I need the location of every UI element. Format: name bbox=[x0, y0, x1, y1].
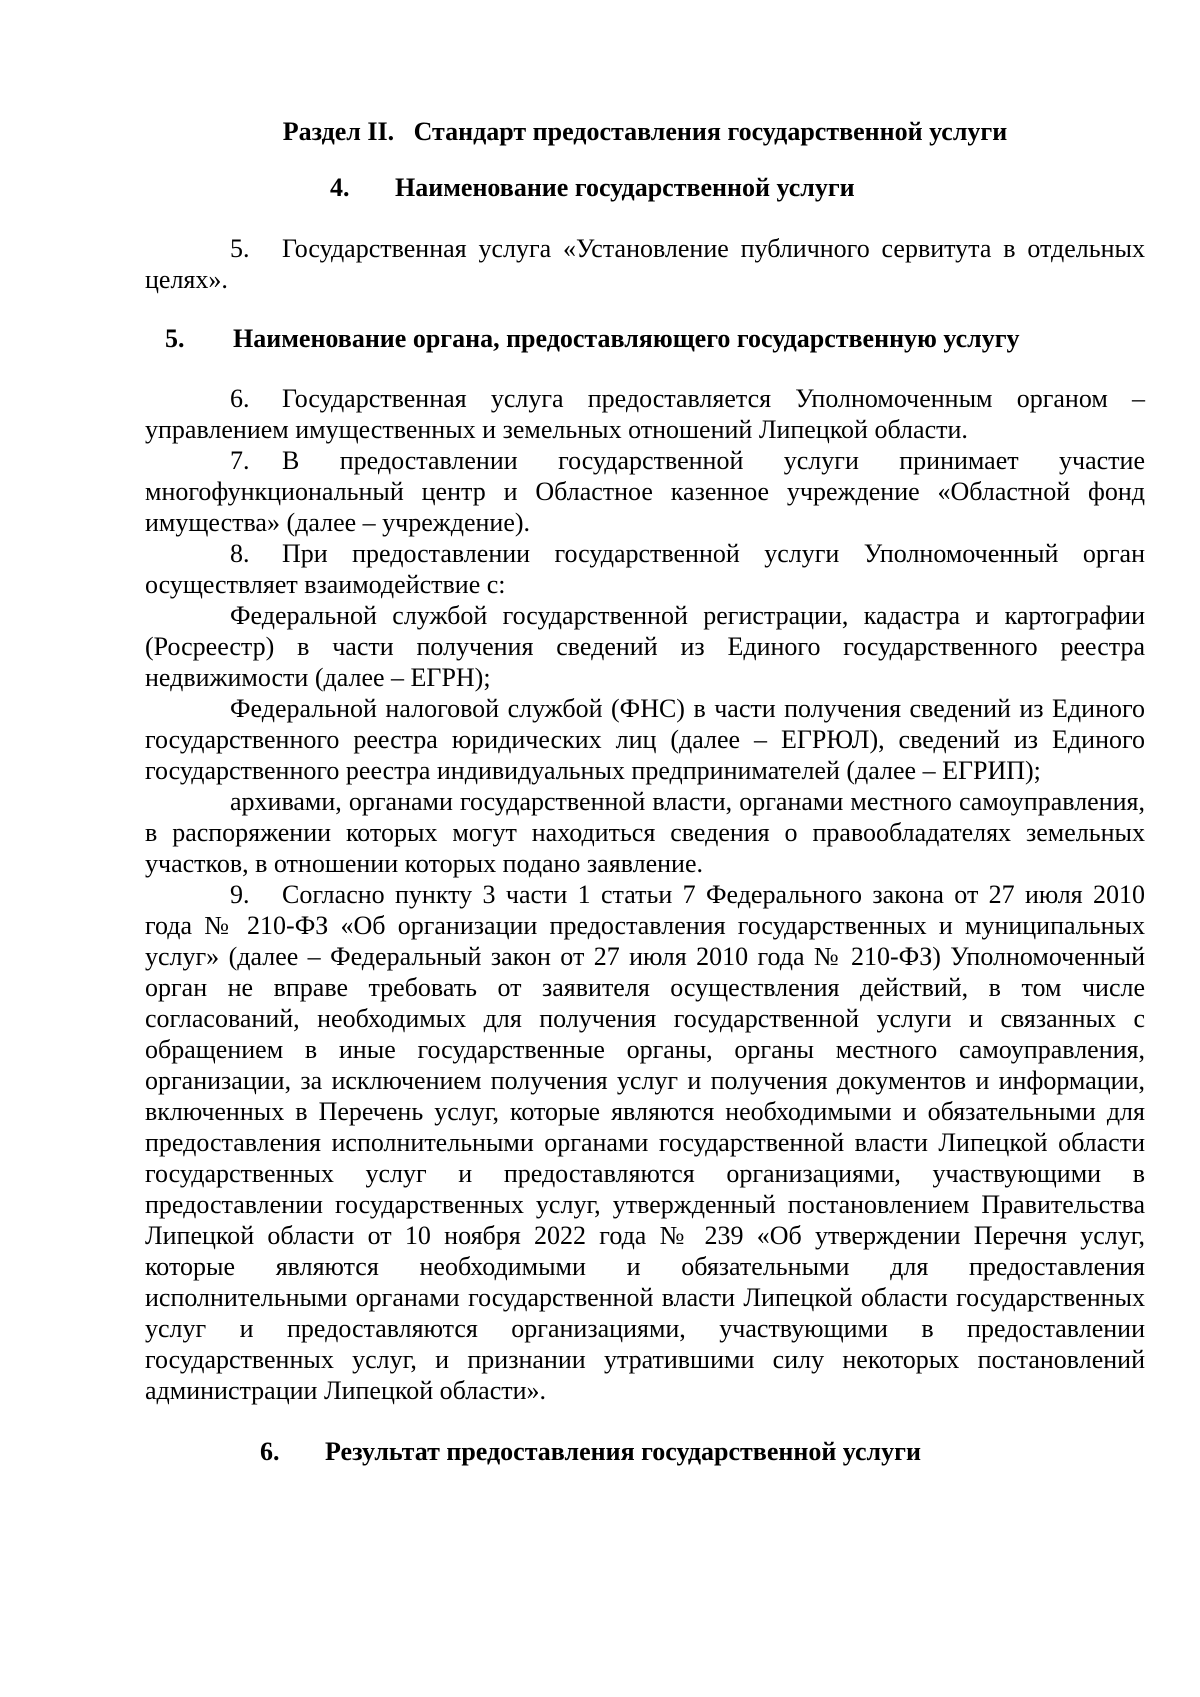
heading-6-number: 6. bbox=[260, 1437, 280, 1466]
paragraph-5 bbox=[145, 233, 1145, 295]
paragraph-7-number: 7. bbox=[230, 446, 250, 475]
heading-4-text: Наименование государственной услуги bbox=[395, 173, 855, 202]
document-content bbox=[145, 112, 1145, 1472]
paragraph-5-text: Государственная услуга «Установление публичного сервитута в отдельных целях». bbox=[145, 234, 1145, 294]
paragraph-8-item-archives: архивами, органами государственной власти, органами местного самоуправления, в распоряжении которых могут находиться сведения о правообладателях земельных участков, в отношении которых подано заявление. bbox=[145, 787, 1145, 878]
paragraph-6-text: Государственная услуга предоставляется Уполномоченным органом – управлением имущественных и земельных отношений Липецкой области. bbox=[145, 384, 1145, 444]
paragraph-6 bbox=[145, 383, 1145, 445]
paragraph-8-item-fns: Федеральной налоговой службой (ФНС) в части получения сведений из Единого государственного реестра юридических лиц (далее – ЕГРЮЛ), сведений из Единого государственного реестра индивидуальных предпринимателей (далее – ЕГРИП); bbox=[145, 694, 1145, 785]
heading-6 bbox=[145, 1432, 1145, 1472]
heading-4 bbox=[145, 168, 1145, 208]
heading-5 bbox=[145, 319, 1145, 359]
heading-5-number: 5. bbox=[165, 324, 185, 353]
paragraph-8 bbox=[145, 538, 1145, 600]
paragraph-5-number: 5. bbox=[230, 234, 250, 263]
section-title: Раздел II. Стандарт предоставления государственной услуги bbox=[282, 117, 1008, 146]
paragraph-8-item-rosreestr: Федеральной службой государственной регистрации, кадастра и картографии (Росреестр) в части получения сведений из Единого государственного реестра недвижимости (далее – ЕГРН); bbox=[145, 601, 1145, 692]
paragraph-7-text: В предоставлении государственной услуги принимает участие многофункциональный центр и Областное казенное учреждение «Областной фонд имущества» (далее – учреждение). bbox=[145, 446, 1145, 537]
heading-4-number: 4. bbox=[330, 173, 350, 202]
paragraph-9-number: 9. bbox=[230, 880, 250, 909]
heading-5-text: Наименование органа, предоставляющего государственную услугу bbox=[233, 324, 1020, 353]
paragraph-8-number: 8. bbox=[230, 539, 250, 568]
paragraph-7 bbox=[145, 445, 1145, 538]
paragraph-9-text: Согласно пункту 3 части 1 статьи 7 Федерального закона от 27 июля 2010 года № 210-ФЗ «Об организации предоставления государственных и муниципальных услуг» (далее – Федеральный закон от 27 июля 2010 года № 210-ФЗ) Уполномоченный орган не вправе требовать от заявителя осуществления действий, в том числе согласований, необходимых для получения государственной услуги и связанных с обращением в иные государственные органы, органы местного самоуправления, организации, за исключением получения услуг и получения документов и информации, включенных в Перечень услуг, которые являются необходимыми и обязательными для предоставления исполнительными органами государственной власти Липецкой области государственных услуг и предоставляются организациями, участвующими в предоставлении государственных услуг, утвержденный постановлением Правительства Липецкой области от 10 ноября 2022 года № 239 «Об утверждении Перечня услуг, которые являются необходимыми и обязательными для предоставления исполнительными органами государственной власти Липецкой области государственных услуг и предоставляются организациями, участвующими в предоставлении государственных услуг, и признании утратившими силу некоторых постановлений администрации Липецкой области». bbox=[145, 880, 1145, 1405]
heading-6-text: Результат предоставления государственной услуги bbox=[325, 1437, 921, 1466]
paragraph-9 bbox=[145, 879, 1145, 1406]
paragraph-8-text: При предоставлении государственной услуги Уполномоченный орган осуществляет взаимодействие с: bbox=[145, 539, 1145, 599]
paragraph-6-number: 6. bbox=[230, 384, 250, 413]
